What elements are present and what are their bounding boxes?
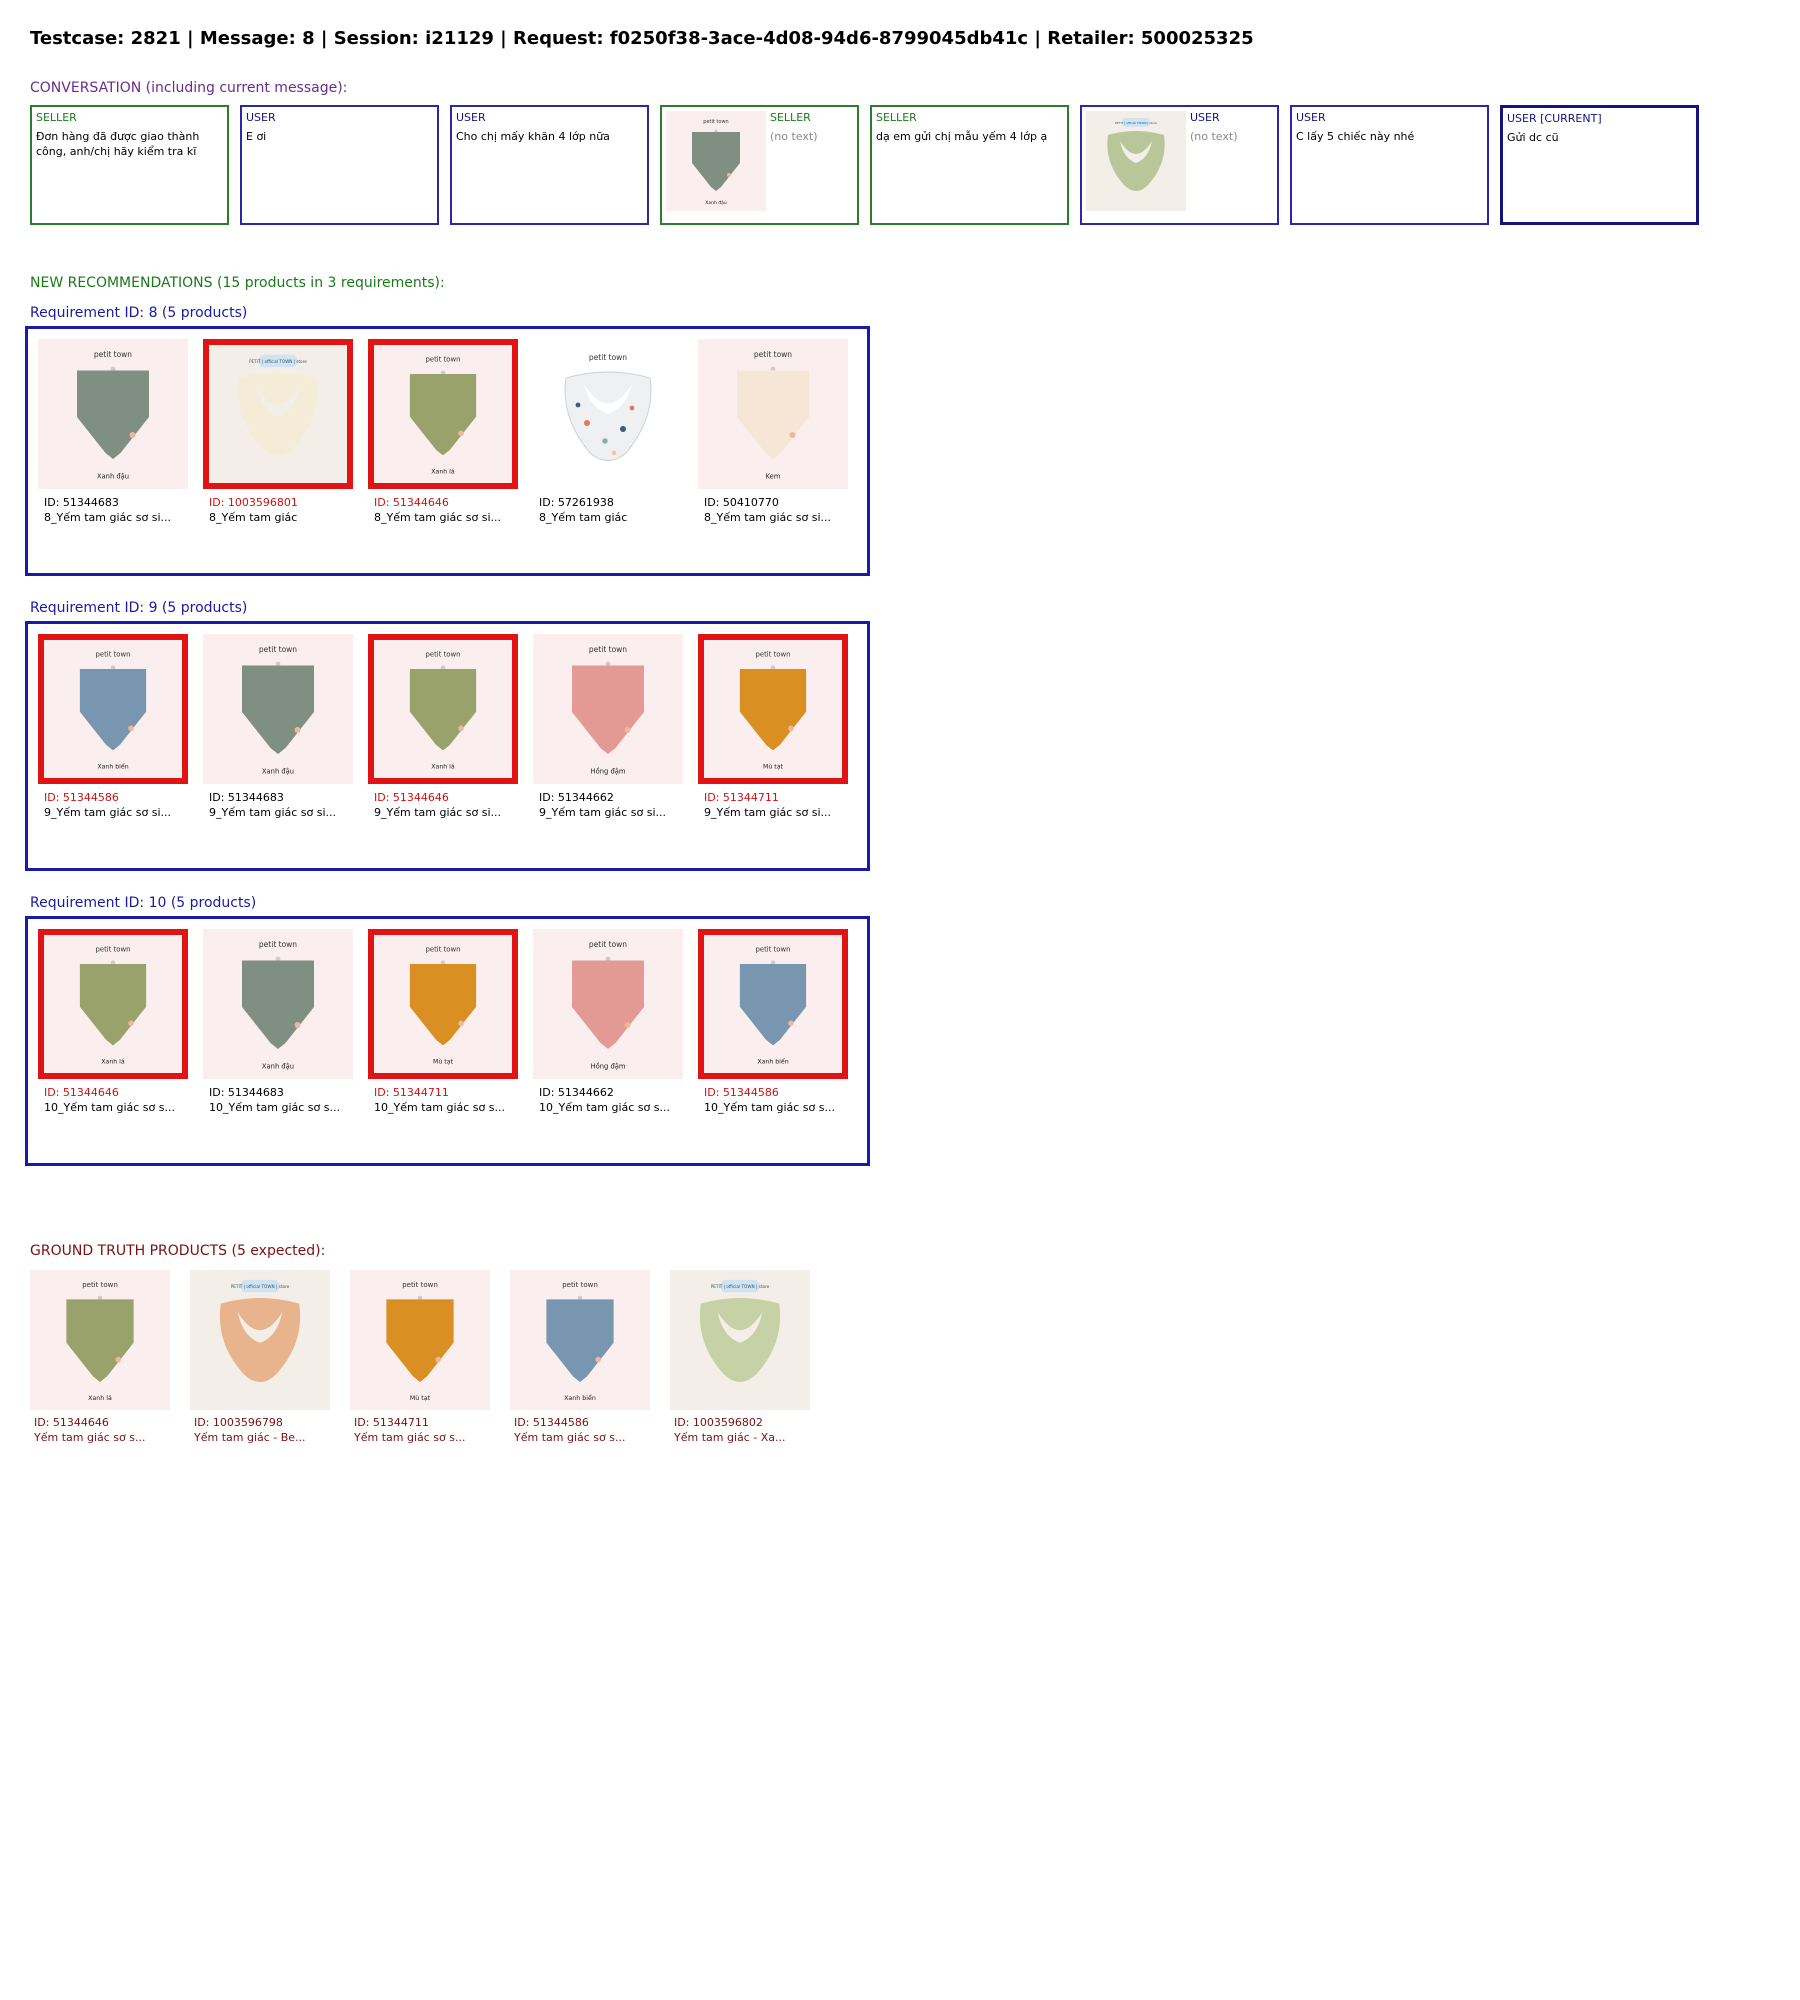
requirement-title-10: Requirement ID: 10 (5 products)	[30, 895, 257, 911]
product-thumbnail	[368, 634, 518, 784]
product-thumbnail	[670, 1270, 810, 1410]
product-thumbnail	[533, 339, 683, 489]
svg-text:Kem: Kem	[765, 472, 781, 481]
product-id: ID: 51344711	[704, 791, 779, 804]
svg-text:Xanh đậu: Xanh đậu	[261, 767, 295, 776]
product-thumbnail	[698, 634, 848, 784]
requirement-title-8: Requirement ID: 8 (5 products)	[30, 305, 248, 321]
svg-text:petit town: petit town	[425, 355, 461, 364]
svg-text:Xanh đậu: Xanh đậu	[96, 472, 130, 481]
message-card	[870, 105, 1069, 225]
svg-text:Xanh biển: Xanh biển	[97, 763, 129, 771]
product-id: ID: 51344646	[374, 496, 449, 509]
product-thumbnail	[203, 339, 353, 489]
product-name: 10_Yếm tam giác sơ s...	[209, 1101, 340, 1114]
message-text: (no text)	[1190, 130, 1238, 143]
svg-text:PETIT | official TOWN | store: PETIT | official TOWN | store	[249, 358, 307, 364]
product-id: ID: 51344711	[354, 1416, 429, 1429]
svg-text:petit town: petit town	[588, 353, 628, 362]
product-name: 8_Yếm tam giác	[539, 511, 628, 524]
svg-text:petit town: petit town	[703, 119, 729, 125]
product-image	[44, 935, 182, 1073]
svg-text:PETIT | official TOWN | store: PETIT | official TOWN | store	[1115, 121, 1157, 125]
message-card	[1080, 105, 1279, 225]
product-id: ID: 51344586	[514, 1416, 589, 1429]
product-image	[670, 1270, 810, 1410]
product-thumbnail	[510, 1270, 650, 1410]
product-thumbnail	[190, 1270, 330, 1410]
svg-text:petit town: petit town	[95, 945, 131, 954]
product-name: 10_Yếm tam giác sơ s...	[704, 1101, 835, 1114]
product-image	[44, 640, 182, 778]
product-thumbnail	[350, 1270, 490, 1410]
svg-text:PETIT | official TOWN | store: PETIT | official TOWN | store	[710, 1284, 770, 1290]
message-card	[660, 105, 859, 225]
product-image	[350, 1270, 490, 1410]
message-role: SELLER	[770, 111, 811, 124]
ground-truth-card[interactable]	[190, 1270, 330, 1444]
svg-text:Mù tạt: Mù tạt	[763, 763, 783, 771]
product-id: ID: 51344683	[209, 791, 284, 804]
svg-text:Xanh lá: Xanh lá	[101, 1058, 125, 1066]
product-thumbnail	[38, 339, 188, 489]
product-image	[1086, 111, 1186, 211]
product-image	[533, 339, 683, 489]
product-id: ID: 51344662	[539, 1086, 614, 1099]
product-image	[203, 634, 353, 784]
message-card	[30, 105, 229, 225]
product-name: Yếm tam giác sơ s...	[514, 1431, 626, 1444]
svg-text:petit town: petit town	[82, 1280, 118, 1289]
message-card	[1290, 105, 1489, 225]
product-image	[30, 1270, 170, 1410]
message-role: USER [CURRENT]	[1507, 112, 1602, 125]
product-thumbnail	[203, 929, 353, 1079]
svg-text:Hồng đậm: Hồng đậm	[590, 1062, 626, 1071]
product-image	[698, 339, 848, 489]
svg-text:Hồng đậm: Hồng đậm	[590, 767, 626, 776]
svg-text:Xanh biển: Xanh biển	[757, 1058, 789, 1066]
product-name: 8_Yếm tam giác sơ si...	[374, 511, 502, 524]
product-name: 8_Yếm tam giác sơ si...	[44, 511, 172, 524]
product-image	[704, 935, 842, 1073]
product-id: ID: 51344586	[704, 1086, 779, 1099]
product-name: Yếm tam giác - Be...	[194, 1431, 306, 1444]
product-name: 10_Yếm tam giác sơ s...	[539, 1101, 670, 1114]
svg-text:petit town: petit town	[588, 645, 628, 654]
product-id: ID: 51344586	[44, 791, 119, 804]
product-id: ID: 51344646	[34, 1416, 109, 1429]
message-role: USER	[246, 111, 276, 124]
product-thumbnail	[203, 634, 353, 784]
message-attachment-image	[666, 111, 766, 211]
svg-text:Xanh đậu: Xanh đậu	[705, 201, 727, 206]
svg-text:petit town: petit town	[258, 940, 298, 949]
message-role: USER	[1190, 111, 1220, 124]
product-image	[374, 935, 512, 1073]
message-text: dạ em gửi chị mẫu yếm 4 lớp ạ	[876, 130, 1048, 143]
product-image	[533, 929, 683, 1079]
message-text: E ơi	[246, 130, 267, 143]
message-card	[450, 105, 649, 225]
product-name: 10_Yếm tam giác sơ s...	[374, 1101, 505, 1114]
svg-text:Mù tạt: Mù tạt	[409, 1395, 431, 1403]
product-image	[38, 339, 188, 489]
product-name: Yếm tam giác sơ s...	[34, 1431, 146, 1444]
message-text: Đơn hàng đã được giao thành công, anh/chị hãy kiểm tra kĩ	[36, 130, 200, 158]
message-card	[1500, 105, 1699, 225]
message-role: USER	[456, 111, 486, 124]
product-name: 9_Yếm tam giác sơ si...	[539, 806, 667, 819]
svg-text:petit town: petit town	[93, 350, 133, 359]
requirement-group-8	[25, 326, 870, 576]
product-image	[510, 1270, 650, 1410]
product-id: ID: 51344662	[539, 791, 614, 804]
product-image	[209, 345, 347, 483]
message-attachment-image	[1086, 111, 1186, 211]
product-thumbnail	[368, 339, 518, 489]
message-card	[240, 105, 439, 225]
message-text: Cho chị mấy khăn 4 lớp nữa	[456, 130, 610, 143]
product-name: 8_Yếm tam giác	[209, 511, 298, 524]
product-image	[374, 345, 512, 483]
svg-text:PETIT | official TOWN | store: PETIT | official TOWN | store	[230, 1284, 290, 1290]
product-thumbnail	[533, 929, 683, 1079]
product-thumbnail	[30, 1270, 170, 1410]
message-text: C lấy 5 chiếc này nhé	[1296, 130, 1415, 143]
svg-text:petit town: petit town	[755, 650, 791, 659]
product-id: ID: 51344646	[44, 1086, 119, 1099]
product-image	[704, 640, 842, 778]
svg-text:petit town: petit town	[425, 650, 461, 659]
svg-text:Xanh lá: Xanh lá	[431, 763, 455, 771]
product-id: ID: 1003596798	[194, 1416, 283, 1429]
product-name: Yếm tam giác - Xa...	[674, 1431, 786, 1444]
product-thumbnail	[698, 929, 848, 1079]
product-thumbnail	[38, 929, 188, 1079]
product-thumbnail	[368, 929, 518, 1079]
product-id: ID: 57261938	[539, 496, 614, 509]
message-role: USER	[1296, 111, 1326, 124]
product-image	[190, 1270, 330, 1410]
product-image	[374, 640, 512, 778]
product-id: ID: 51344711	[374, 1086, 449, 1099]
product-thumbnail	[698, 339, 848, 489]
message-role: SELLER	[36, 111, 77, 124]
requirement-title-9: Requirement ID: 9 (5 products)	[30, 600, 248, 616]
product-thumbnail	[38, 634, 188, 784]
product-name: 9_Yếm tam giác sơ si...	[209, 806, 337, 819]
product-id: ID: 1003596802	[674, 1416, 763, 1429]
product-image	[203, 929, 353, 1079]
page-title: Testcase: 2821 | Message: 8 | Session: i21129 | Request: f0250f38-3ace-4d08-94d6-8799045db41c | Retailer: 500025325	[30, 28, 1254, 49]
product-image	[666, 111, 766, 211]
product-id: ID: 51344683	[44, 496, 119, 509]
ground-truth-card[interactable]	[510, 1270, 650, 1444]
svg-text:petit town: petit town	[755, 945, 791, 954]
product-thumbnail	[533, 634, 683, 784]
product-id: ID: 1003596801	[209, 496, 298, 509]
product-image	[533, 634, 683, 784]
ground-truth-card[interactable]	[30, 1270, 170, 1444]
svg-text:Xanh lá: Xanh lá	[431, 468, 455, 476]
product-name: Yếm tam giác sơ s...	[354, 1431, 466, 1444]
product-name: 9_Yếm tam giác sơ si...	[374, 806, 502, 819]
product-id: ID: 51344683	[209, 1086, 284, 1099]
product-id: ID: 50410770	[704, 496, 779, 509]
message-text: (no text)	[770, 130, 818, 143]
product-id: ID: 51344646	[374, 791, 449, 804]
svg-text:Xanh đậu: Xanh đậu	[261, 1062, 295, 1071]
svg-text:Xanh lá: Xanh lá	[88, 1395, 112, 1403]
ground-truth-card[interactable]	[350, 1270, 490, 1444]
product-name: 10_Yếm tam giác sơ s...	[44, 1101, 175, 1114]
svg-text:petit town: petit town	[402, 1280, 438, 1289]
svg-text:petit town: petit town	[562, 1280, 598, 1289]
product-name: 9_Yếm tam giác sơ si...	[704, 806, 832, 819]
svg-text:petit town: petit town	[425, 945, 461, 954]
ground-truth-label: GROUND TRUTH PRODUCTS (5 expected):	[30, 1243, 326, 1259]
svg-text:petit town: petit town	[753, 350, 793, 359]
svg-text:petit town: petit town	[588, 940, 628, 949]
svg-text:Mù tạt: Mù tạt	[433, 1058, 453, 1066]
recommendations-label: NEW RECOMMENDATIONS (15 products in 3 requirements):	[30, 275, 445, 291]
message-role: SELLER	[876, 111, 917, 124]
product-name: 9_Yếm tam giác sơ si...	[44, 806, 172, 819]
ground-truth-card[interactable]	[670, 1270, 810, 1444]
message-text: Gửi dc cũ	[1507, 131, 1559, 144]
svg-text:Xanh biển: Xanh biển	[564, 1395, 596, 1403]
product-name: 8_Yếm tam giác sơ si...	[704, 511, 832, 524]
conversation-label: CONVERSATION (including current message):	[30, 80, 348, 96]
requirement-group-10	[25, 916, 870, 1166]
requirement-group-9	[25, 621, 870, 871]
svg-text:petit town: petit town	[95, 650, 131, 659]
svg-text:petit town: petit town	[258, 645, 298, 654]
